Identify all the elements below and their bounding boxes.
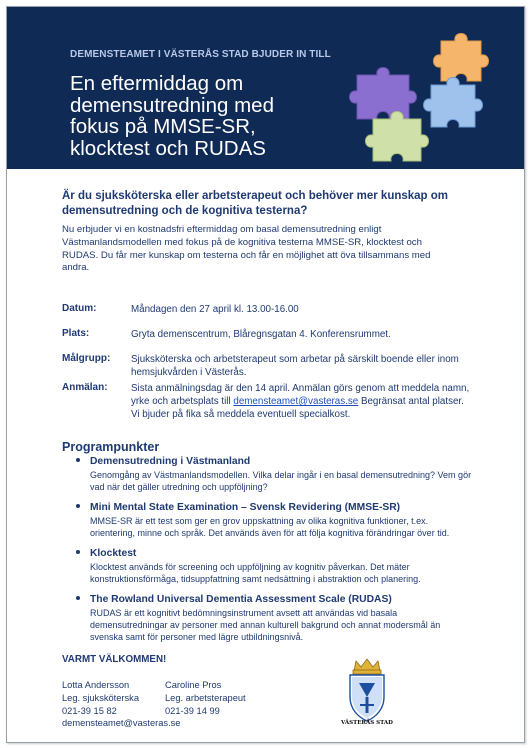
malgrupp-line: Sjuksköterska och arbetsterapeut som arbetar på särskilt boende eller inom [131,354,459,365]
anmalan-text: yrke och arbetsplats till [131,396,234,407]
header-kicker: DEMENSTEAMET I VÄSTERÅS STAD BJUDER IN TILL [70,49,331,60]
malgrupp-value [131,353,459,379]
contact-phone: 021-39 14 99 [165,705,220,716]
datum-value: Måndagen den 27 april kl. 13.00-16.00 [131,304,299,315]
plats-value: Gryta demenscentrum, Blåregnsgatan 4. Konferensrummet. [131,329,391,340]
anmalan-text: Begränsat antal platser. [358,396,464,407]
invitation-page [6,6,525,743]
title-line: demensutredning med [70,93,274,117]
anmalan-value [131,382,469,421]
welcome-text: VARMT VÄLKOMMEN! [62,654,167,665]
puzzle-piece-purple [350,68,417,120]
program-item-line: svenska samt för personer med lägre utbildningsnivå. [90,632,304,642]
program-item-body [90,607,500,643]
program-item-line: Klocktest används för screening och uppföljning av kognitiv påverkan. Det mäter [90,562,410,572]
program-item [90,502,500,539]
contact-role: Leg. arbetsterapeut [165,692,246,703]
intro-line: RUDAS. Du får mer kunskap om testerna och får en möjlighet att öva tillsammans med [62,249,431,261]
question-line: Är du sjuksköterska eller arbetsterapeut och behöver mer kunskap om [62,190,449,202]
intro-line: andra. [62,262,90,274]
anmalan-line [131,395,469,408]
contact-name: Lotta Andersson [62,680,130,690]
datum-label: Datum: [62,303,97,314]
program-item-title: Klocktest [90,548,137,559]
program-item-title: Demensutredning i Västmanland [90,456,251,467]
page-title [70,73,360,159]
puzzle-pieces-illustration [343,23,493,163]
question-line: demensutredning och de kognitiva testerna? [62,204,308,217]
program-item-line: vad när det gäller utredning och uppföljning? [90,482,268,492]
anmalan-label: Anmälan: [62,382,108,393]
program-heading: Programpunkter [62,440,160,454]
plats-label: Plats: [62,328,90,339]
bullet-icon [76,504,80,508]
contact-role: Leg. sjuksköterska [62,692,139,703]
program-item-body [90,561,500,585]
program-item [90,594,500,643]
program-item-line: konstruktionsförmåga, tidsuppfattning samt nedsättning i abstraktion och planering. [90,574,421,584]
title-line: fokus på MMSE-SR, [70,115,256,138]
puzzle-piece-green [366,112,429,162]
contact-name: Caroline Pros [165,680,222,690]
program-item-line: RUDAS är ett kognitivt bedömningsinstrument avsett att användas vid basala [90,608,398,618]
intro-line: Västmanlandsmodellen med fokus på de kognitiva testerna MMSE-SR, klocktest och [62,236,422,248]
header-banner [7,7,524,169]
intro-question [62,189,467,218]
program-item-body [90,515,500,539]
program-item-line: Genomgång av Västmanlandsmodellen. Vilka delar ingår i en basal demensutredning? Vem gör [90,470,472,480]
bullet-icon [76,596,80,600]
malgrupp-label: Målgrupp: [62,353,111,364]
contact-phone: 021-39 15 82 [62,705,117,716]
contact-card-lotta [62,679,180,730]
program-item [90,456,500,493]
bullet-icon [76,458,80,462]
program-item-line: MMSE-SR är ett test som ger en grov uppskattning av olika kognitiva funktioner, t.ex. [90,516,429,526]
program-item-title: The Rowland Universal Dementia Assessment Scale (RUDAS) [90,594,392,605]
puzzle-piece-orange [434,34,489,82]
anmalan-line: Sista anmälningsdag är den 14 april. Anmälan görs genom att meddela namn, [131,383,470,394]
contact-email[interactable]: demensteamet@vasteras.se [62,718,181,729]
puzzle-piece-blue [424,78,483,128]
title-line: klocktest och RUDAS [70,136,266,160]
bullet-icon [76,550,80,554]
crest-caption: VÄSTERÅS STAD [341,720,393,726]
email-link[interactable]: demensteamet@vasteras.se [233,396,359,407]
vasteras-crest-logo [342,657,392,725]
malgrupp-line: hemsjukvården i Västerås. [131,367,247,378]
program-item-title: Mini Mental State Examination – Svensk Revidering (MMSE-SR) [90,502,401,513]
program-item-line: orientering, minne och språk. Det används även för att följa kognitiva förändringar över tid. [90,528,450,538]
program-item [90,548,500,585]
intro-section [62,189,467,275]
contact-card-caroline [165,679,246,717]
program-item-line: demensutredningar av personer med annan kulturell bakgrund och annat modersmål än [90,620,441,630]
title-line: En eftermiddag om [70,72,244,95]
intro-paragraph [62,224,467,275]
intro-line: Nu erbjuder vi en kostnadsfri eftermiddag om basal demensutredning enligt [62,224,382,235]
program-item-body [90,469,500,493]
anmalan-line: Vi bjuder på fika så meddela eventuell specialkost. [131,409,351,420]
